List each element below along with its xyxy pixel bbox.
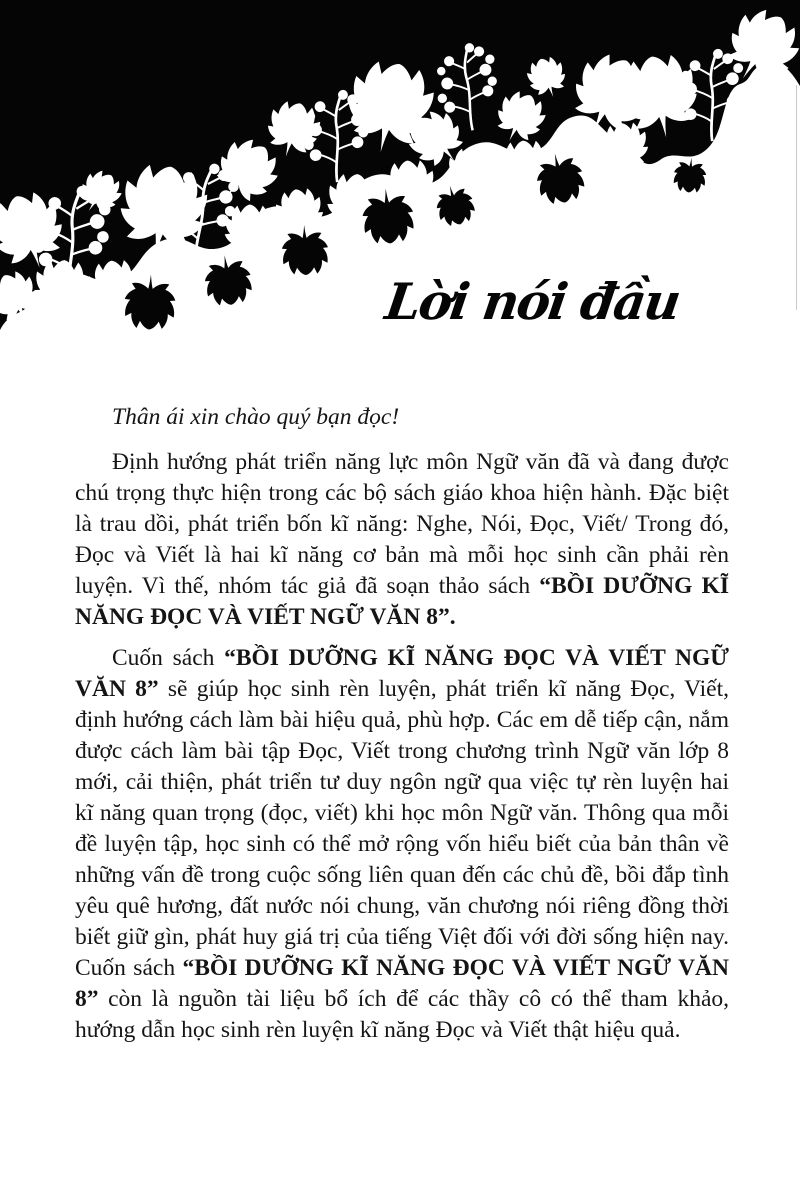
paragraph-text: còn là nguồn tài liệu bổ ích để các thầy cô có thể tham khảo, hướng dẫn học sinh rèn luyện kĩ năng Đọc và Viết thật hiệu quả.: [75, 986, 729, 1043]
paragraph-text: sẽ giúp học sinh rèn luyện, phát triển kĩ năng Đọc, Viết, định hướng cách làm bài hiệu quả, phù hợp. Các em dễ tiếp cận, nắm được cách làm bài tập Đọc, Viết trong chương trình Ngữ văn lớp 8 mới, cải thiện, phát triển tư duy ngôn ngữ qua việc tự rèn luyện hai kĩ năng quan trọng (đọc, viết) khi học môn Ngữ văn. Thông qua mỗi đề luyện tập, học sinh có thể mở rộng vốn hiểu biết của bản thân về những vấn đề trong cuộc sống liên quan đến các chủ đề, bồi đắp tình yêu quê hương, đất nước nói chung, văn chương nói riêng đồng thời biết giữ gìn, phát huy giá trị của tiếng Việt đối với đời sống hiện nay. Cuốn sách: [75, 676, 729, 981]
preface-content: [75, 402, 729, 1056]
paragraph-text: Định hướng phát triển năng lực môn Ngữ văn đã và đang được chú trọng thực hiện trong các bộ sách giáo khoa hiện hành. Đặc biệt là trau dồi, phát triển bốn kĩ năng: Nghe, Nói, Đọc, Viết/ Trong đó, Đọc và Viết là hai kĩ năng cơ bản mà mỗi học sinh cần phải rèn luyện. Vì thế, nhóm tác giả đã soạn thảo sách: [75, 449, 729, 599]
leaf-banner-graphic: [0, 0, 800, 390]
book-title-bold-text: “BỒI DƯỠNG KĨ NĂNG ĐỌC VÀ VIẾT NGỮ VĂN 8”.: [75, 573, 729, 630]
page-title: Lời nói đầu: [381, 272, 683, 331]
book-title-bold-text: “BỒI DƯỠNG KĨ NĂNG ĐỌC VÀ VIẾT NGỮ VĂN 8”: [75, 645, 729, 702]
greeting-line: Thân ái xin chào quý bạn đọc!: [112, 404, 400, 430]
paragraphs: [75, 447, 729, 1046]
decorative-leaf-banner: [0, 0, 800, 390]
paragraph: [75, 447, 729, 633]
page-scan-edge-line: [796, 85, 797, 310]
paragraph: [75, 643, 729, 1046]
book-title-bold-text: “BỒI DƯỠNG KĨ NĂNG ĐỌC VÀ VIẾT NGỮ VĂN 8”: [75, 955, 729, 1012]
paragraph-text: Cuốn sách: [112, 645, 225, 671]
